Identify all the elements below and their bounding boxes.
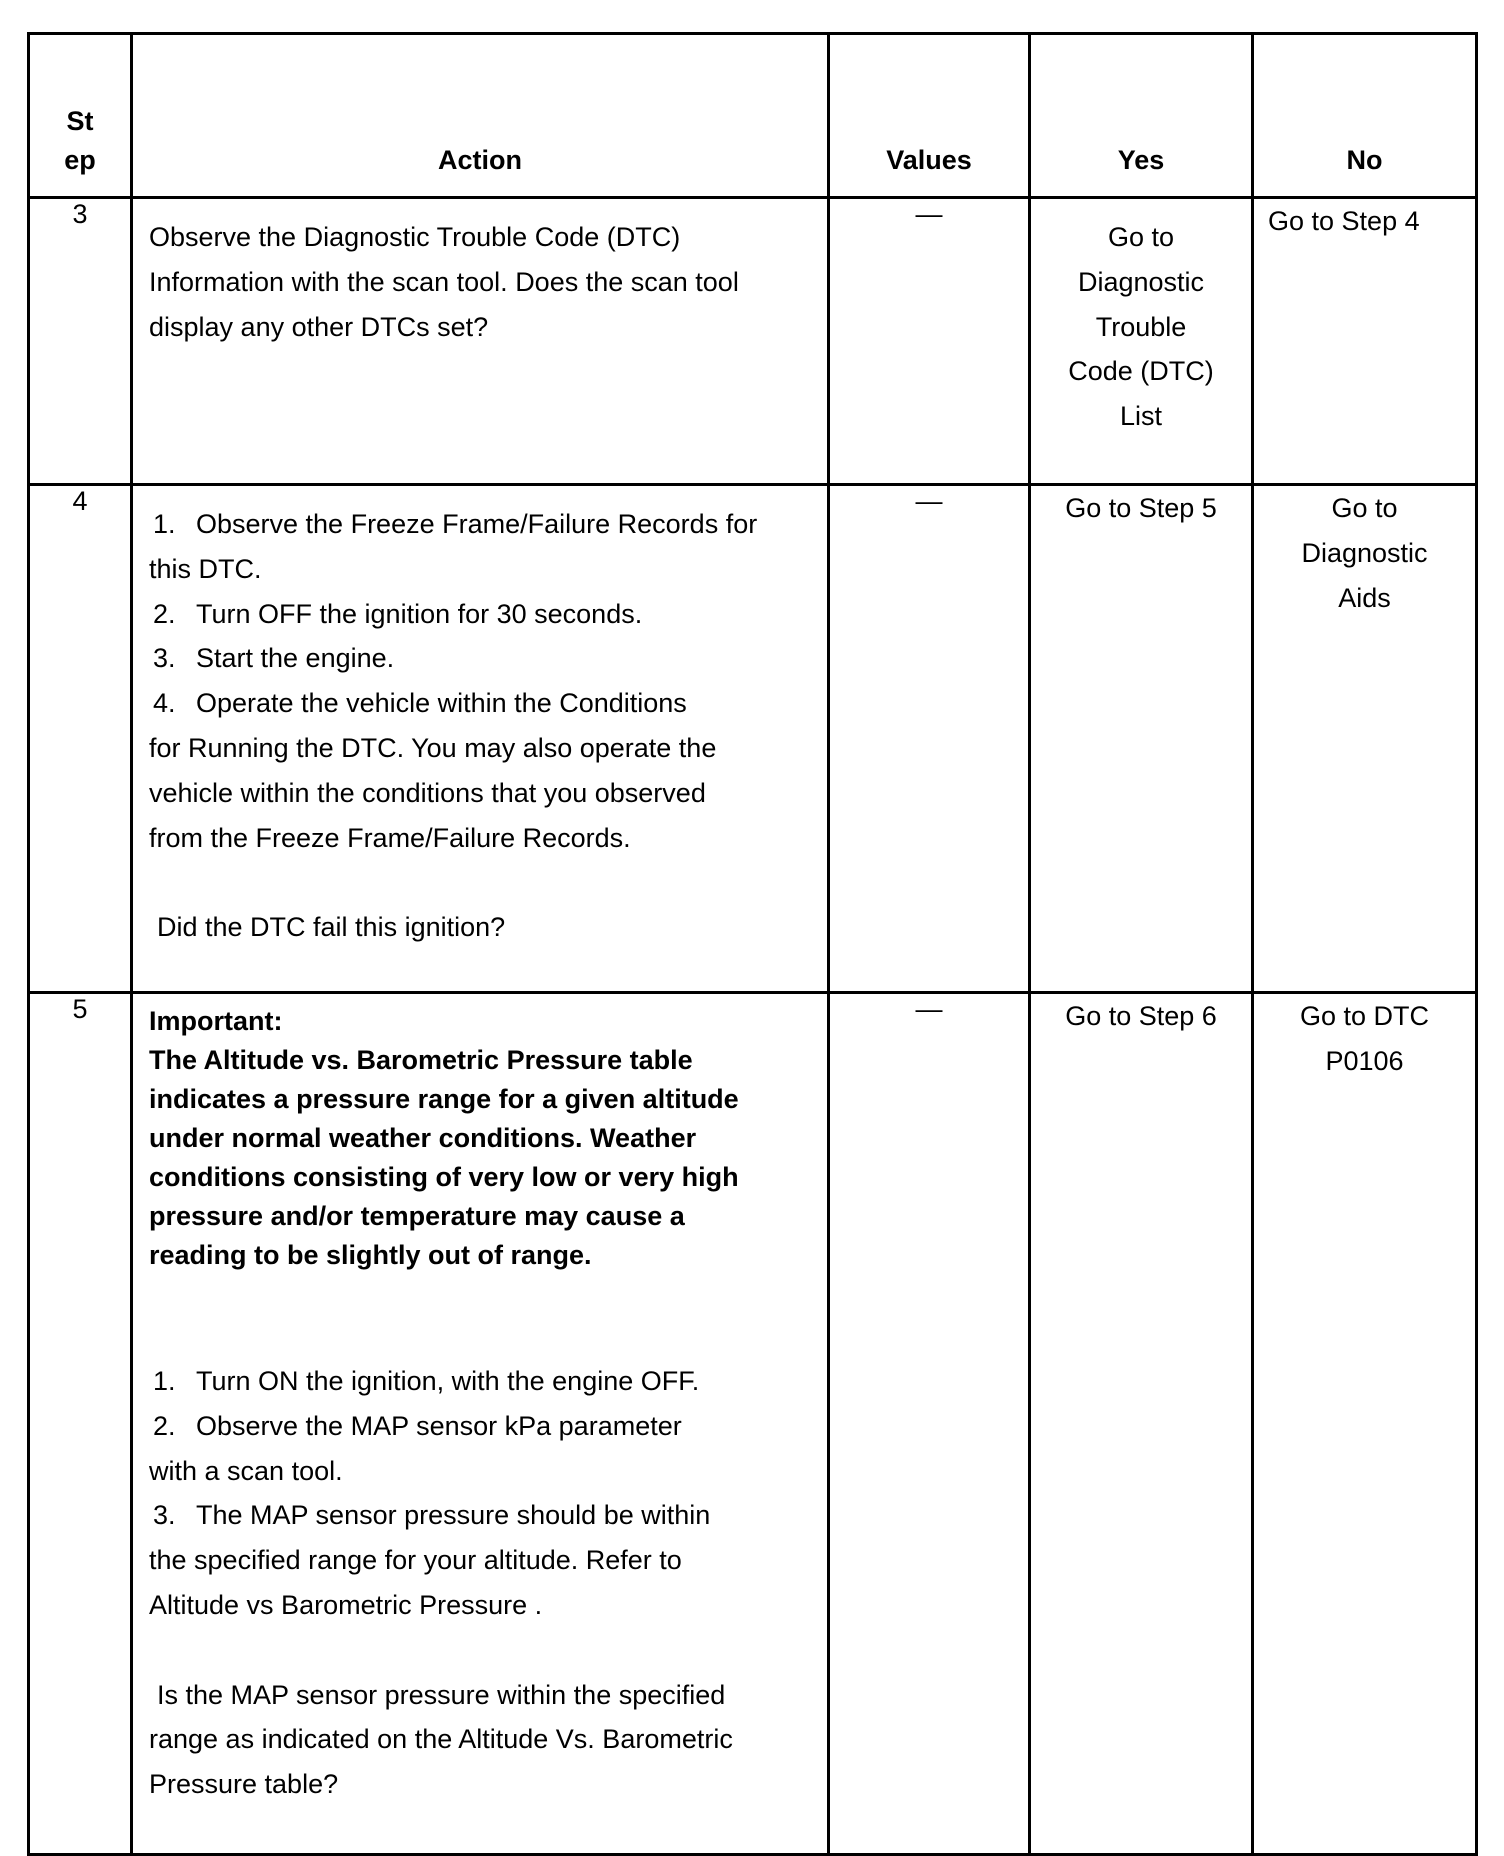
list-item: 1. Observe the Freeze Frame/Failure Records for bbox=[153, 509, 758, 539]
action-cell: 1. Observe the Freeze Frame/Failure Records for this DTC. 2. Turn OFF the ignition for 30 seconds. 3. Start the engine. 4. Operate the vehicle within the Conditions for Running the DTC. You may also operate the vehicle within the conditions that you observed from the Freeze Frame/Failure Records. Did the DTC fail this ignition? bbox=[132, 485, 829, 993]
step-number: 3 bbox=[29, 198, 132, 485]
header-no: No bbox=[1253, 34, 1477, 198]
yes-cell: Go to Step 6 bbox=[1030, 993, 1253, 1855]
list-item: 2. Turn OFF the ignition for 30 seconds. bbox=[153, 598, 643, 629]
question: Did the DTC fail this ignition? bbox=[157, 912, 506, 943]
header-yes: Yes bbox=[1030, 34, 1253, 198]
list-item: 1. Turn ON the ignition, with the engine OFF. bbox=[153, 1366, 700, 1396]
list-item: 4. Operate the vehicle within the Conditions bbox=[153, 688, 687, 719]
values-cell: — bbox=[829, 485, 1030, 993]
diagnostic-table bbox=[27, 32, 1478, 1856]
step-number: 5 bbox=[29, 993, 132, 1855]
no-cell: Go to Step 4 bbox=[1253, 198, 1477, 485]
values-cell: — bbox=[829, 993, 1030, 1855]
question: Is the MAP sensor pressure within the specified bbox=[157, 1679, 726, 1710]
no-cell: Go to DTC P0106 bbox=[1253, 993, 1477, 1855]
table-row-step-3 bbox=[29, 198, 1477, 485]
important-note: Important: The Altitude vs. Barometric Pressure table indicates a pressure range for a given altitude under normal weather conditions. Weather conditions consisting of very low or very high pressure and/or temperature may cause a reading to be slightly out of range. bbox=[149, 1006, 739, 1270]
no-cell: Go to Diagnostic Aids bbox=[1253, 485, 1477, 993]
header-values: Values bbox=[829, 34, 1030, 198]
table-row-step-4 bbox=[29, 485, 1477, 993]
yes-cell: Go to Step 5 bbox=[1030, 485, 1253, 993]
list-item: 3. The MAP sensor pressure should be within bbox=[153, 1500, 711, 1531]
header-step: St ep bbox=[29, 34, 132, 198]
values-cell: — bbox=[829, 198, 1030, 485]
table-row-step-5 bbox=[29, 993, 1477, 1855]
yes-cell: Go to Diagnostic Trouble Code (DTC) List bbox=[1030, 198, 1253, 485]
header-action: Action bbox=[132, 34, 829, 198]
table-header-row bbox=[29, 34, 1477, 198]
action-cell: Important: The Altitude vs. Barometric Pressure table indicates a pressure range for a given altitude under normal weather conditions. Weather conditions consisting of very low or very high pressure and/or temperature may cause a reading to be slightly out of range. 1. Turn ON the ignition, with the engine OFF. 2. Observe the MAP sensor kPa parameter with a scan tool. 3. The MAP sensor pressure should be within the specified range for your altitude. Refer to Altitude vs Barometric Pressure . Is the MAP sensor pressure within the specified range as indicated on the Altitude Vs. Barometric Pressure table? bbox=[132, 993, 829, 1855]
list-item: 3. Start the engine. bbox=[153, 643, 395, 674]
step-number: 4 bbox=[29, 485, 132, 993]
action-cell: Observe the Diagnostic Trouble Code (DTC) Information with the scan tool. Does the scan tool display any other DTCs set? bbox=[132, 198, 829, 485]
list-item: 2. Observe the MAP sensor kPa parameter bbox=[153, 1410, 682, 1441]
